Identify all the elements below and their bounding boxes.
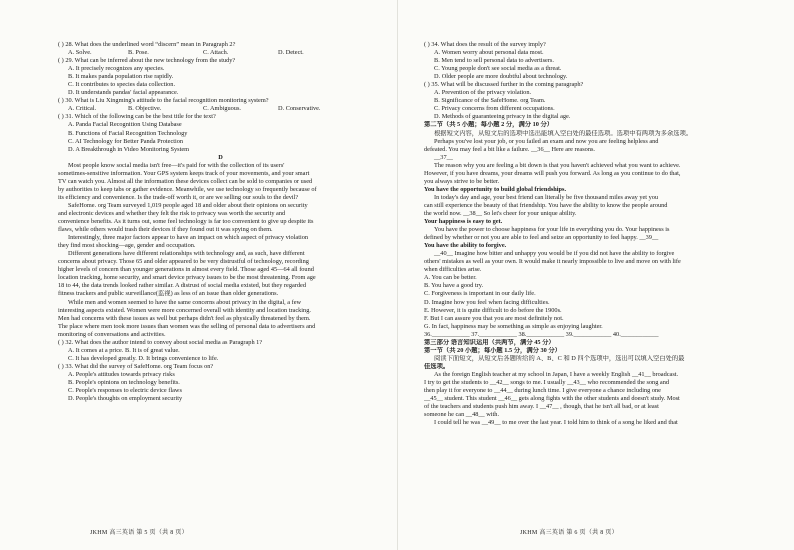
passage-line: You have the power to choose happiness for your life in everything you do. Your happiness is (434, 226, 670, 234)
passage-line: 根据短文内容，从短文后的选项中选出能填入空白处的最佳选项。选项中有两项为多余选项。 (434, 129, 693, 137)
text-line: Men had concerns with these issues as well but perhaps didn't feel as physically threatened by them. (58, 314, 311, 322)
section-heading: 第三部分 语言知识运用（共两节，满分 45 分） (424, 338, 555, 346)
answer-option: A. Women worry about personal data most. (434, 49, 544, 57)
passage-line: Different generations have different relationships with technology and, as such, have different (68, 250, 305, 258)
passage-line: The reason why you are feeling a bit down is that you haven't achieved what you want to achieve. (434, 161, 681, 169)
passage-line: As the foreign English teacher at my school in Japan, I have a weekly English __41__ broadcast. (434, 370, 679, 378)
text-line: 36.____________ 37.____________ 38.____________ 39.____________ 40.____________ (424, 330, 659, 338)
answer-option: C. It has developed greatly. D. It brings convenience to life. (68, 354, 219, 362)
text-line: TV can watch you. Almost all the information these devices collect can be sold to companies or used (58, 177, 313, 185)
section-heading: You have the opportunity to build global friendships. (424, 185, 567, 193)
text-line: when difficulties arise. (424, 266, 482, 274)
text-line: I try to get the students to __42__ songs to me. I usually __43__ who recommended the song and (424, 378, 670, 386)
answer-option: A. It precisely recognizes any species. (68, 65, 165, 73)
text-line: However, if you have dreams, your dreams will push you forward. As long as you continue to do that, (424, 169, 681, 177)
answer-options (58, 49, 383, 57)
text-line: they find most shocking—age, gender and occupation. (58, 242, 196, 250)
answer-option: D. People's thoughts on employment security (68, 395, 183, 403)
text-line: monitoring of conversations and activities. (58, 330, 166, 338)
text-line: and electronic devices and whether they felt the risk to privacy was worth the security and (58, 209, 286, 217)
passage-line: Interestingly, three major factors appear to have an impact on which aspect of privacy violation (68, 234, 309, 242)
answer-option: A. It comes at a price. B. It is of great value. (68, 346, 180, 354)
question-stem: ( ) 29. What can be inferred about the new technology from the study? (58, 57, 236, 65)
answer-option: B. Functions of Facial Recognition Technology (68, 129, 188, 137)
text-line: D. Imagine how you feel when facing difficulties. (424, 298, 550, 306)
answer-option: D. A Breakthrough in Video Monitoring System (68, 145, 190, 153)
section-heading: Your happiness is easy to get. (424, 218, 503, 226)
passage-line: While men and women seemed to have the same concerns about privacy in the digital, a few (68, 298, 302, 306)
passage-line: In today's day and age, your best friend can literally be five thousand miles away yet you (434, 193, 659, 201)
text-line: others' mistakes as well as your own. It would make it nearly impossible to live and move on with life (424, 258, 681, 266)
passage-line: Perhaps you've lost your job, or you failed an exam and now you are feeling helpless and (434, 137, 659, 145)
text-line: sometimes-sensitive information. Your GPS system keeps track of your movements, and your smart (58, 169, 310, 177)
text-line: 18 to 44, the data trends looked rather similar. A distrust of social media existed, but they regarded (58, 282, 306, 290)
question-stem: ( ) 35. What will be discussed further in the coming paragraph? (424, 81, 584, 89)
question-stem: ( ) 32. What does the author intend to convey about social media as Paragraph 1? (58, 338, 263, 346)
answer-option: D. Older people are more doubtful about technology. (434, 73, 568, 81)
question-stem: ( ) 31. Which of the following can be the best title for the text? (58, 113, 216, 121)
question-stem: ( ) 30. What is Liu Xingming's attitude to the facial recognition monitoring system? (58, 97, 269, 105)
section-heading: 佳选项。 (424, 362, 450, 370)
text-line: concerns about privacy. Those 65 and older appeared to be very distrustful of technology, recording (58, 258, 309, 266)
question-stem: ( ) 33. What did the survey of SafeHome. org Team focus on? (58, 362, 214, 370)
answer-option: C. People's responses to electric device flaws (68, 387, 182, 395)
answer-option: B. Significance of the SafeHome. org Team. (434, 97, 546, 105)
section-heading: 第二节（共 5 小题；每小题 2 分，满分 10 分） (424, 121, 554, 129)
text-line: higher levels of concern than younger generations in almost every field. Those aged 45—64 all found (58, 266, 314, 274)
answer-option: B. Men tend to sell personal data to advertisers. (434, 57, 554, 65)
passage-line: I could tell he was __49__ to me over the last year. I told him to think of a song he liked and that (434, 419, 678, 427)
question-stem: ( ) 34. What does the result of the survey imply? (424, 41, 546, 48)
text-line: its efficiency and convenience. Is the trade-off worth it, or are we selling our souls to the devil? (58, 193, 299, 201)
answer-option: B. It makes panda population rise rapidly. (68, 73, 174, 81)
answer-option: A. Solve. (68, 49, 92, 57)
text-line: interesting aspects existed. Women were more concerned overall with identity and location tracking. (58, 306, 311, 314)
answer-option: B. Objective. (128, 105, 162, 113)
text-line: of the teachers and students push him away. I __47__ , though, that he isn't all bad, or at least (424, 403, 659, 411)
answer-options (58, 105, 383, 113)
answer-option: C. It contributes to species data collection. (68, 81, 176, 89)
answer-option: C. AI Technology for Better Panda Protection (68, 137, 184, 145)
text-line: location tracking, home security, and smart device privacy issues to be the most threatening. From age (58, 274, 316, 282)
text-line: B. You have a good try. (424, 282, 484, 290)
answer-option: C. Attach. (203, 49, 229, 57)
exam-page-6 (397, 0, 794, 550)
text-line: someone he can __48__ with. (424, 411, 500, 419)
answer-option: D. It understands pandas' facial appearance. (68, 89, 179, 97)
section-heading: You have the ability to forgive. (424, 242, 507, 250)
answer-option: D. Methods of guaranteeing privacy in the digital age. (434, 113, 571, 121)
text-line: A. You can be better. (424, 274, 477, 282)
passage-line: __40__ Imagine how bitter and unhappy you would be if you did not have the ability to forgive (434, 250, 675, 258)
passage-label: D (218, 153, 223, 161)
text-line: the world now. __38__ So let's cheer for your unique ability. (424, 209, 577, 217)
passage-line: SafeHome. org Team surveyed 1,019 people aged 18 and older about their opinions on security (68, 201, 308, 209)
text-line: convenience benefits. As it turns out, some feel technology is far too convenient to give up despite its (58, 218, 314, 226)
text-line: C. Forgiveness is important in our daily life. (424, 290, 536, 298)
text-line: G. In fact, happiness may be something as simple as enjoying laughter. (424, 322, 603, 330)
answer-option: D. Conservative. (278, 105, 321, 113)
text-line: can still experience the beauty of that friendship. You have the ability to know the people around (424, 201, 668, 209)
text-line: defined by whether or not you are able to feel and seize an opportunity to feel happy. __39__ (424, 234, 659, 242)
page-footer-right: JKHM 高三英语 第 6 页（共 8 页） (520, 530, 618, 536)
answer-option: C. Ambiguous. (203, 105, 241, 113)
answer-option: A. Panda Facial Recognition Using Database (68, 121, 182, 129)
answer-option: B. People's opinions on technology benefits. (68, 378, 180, 386)
text-line: fitness trackers and public surveillance(监视) as less of an issue than older generations. (58, 290, 279, 298)
answer-option: C. Young people don't see social media as a threat. (434, 65, 562, 73)
passage-line: __37__ (434, 153, 453, 161)
text-line: The place where men took more issues than women was the selling of personal data to advertisers and (58, 322, 316, 330)
text-line: F. But I can assure you that you are most definitely not. (424, 314, 564, 322)
answer-option: A. Prevention of the privacy violation. (434, 89, 532, 97)
answer-option: B. Pose. (128, 49, 149, 57)
text-line: you always strive to be better. (424, 177, 500, 185)
answer-option: A. People's attitudes towards privacy risks (68, 370, 175, 378)
answer-option: C. Privacy concerns from different occupations. (434, 105, 555, 113)
passage-line: 阅读下面短文，从短文后各题所给的 A、B、C 和 D 四个选项中，选出可以填入空白处的最 (434, 354, 685, 362)
section-heading: 第一节（共 20 小题；每小题 1.5 分，满分 30 分） (424, 346, 561, 354)
text-line: defeated. You may feel a bit like a failure. __36__ Here are reasons. (424, 145, 595, 153)
text-line: flaws, while others would trash their devices if they found out it was spying on them. (58, 226, 273, 234)
text-line: then play it for everyone to __44__ during lunch time. I give everyone a chance including one (424, 387, 661, 395)
text-line: by authorities to keep tabs or gather evidence. Meanwhile, we use technology so frequently because of (58, 185, 317, 193)
answer-option: A. Critical. (68, 105, 97, 113)
passage-line: Most people know social media isn't free—it's paid for with the collection of its users' (68, 161, 285, 169)
text-line: E. However, it is quite difficult to do before the 1900s. (424, 306, 562, 314)
page-footer-left: JKHM 高三英语 第 5 页（共 8 页） (90, 530, 188, 536)
question-stem: ( ) 28. What does the underlined word “discern” mean in Paragraph 2? (58, 41, 236, 48)
text-line: __45__ student. This student __46__ gets along fights with the other students and doesn't study. Most (424, 395, 680, 403)
answer-option: D. Detect. (278, 49, 304, 57)
